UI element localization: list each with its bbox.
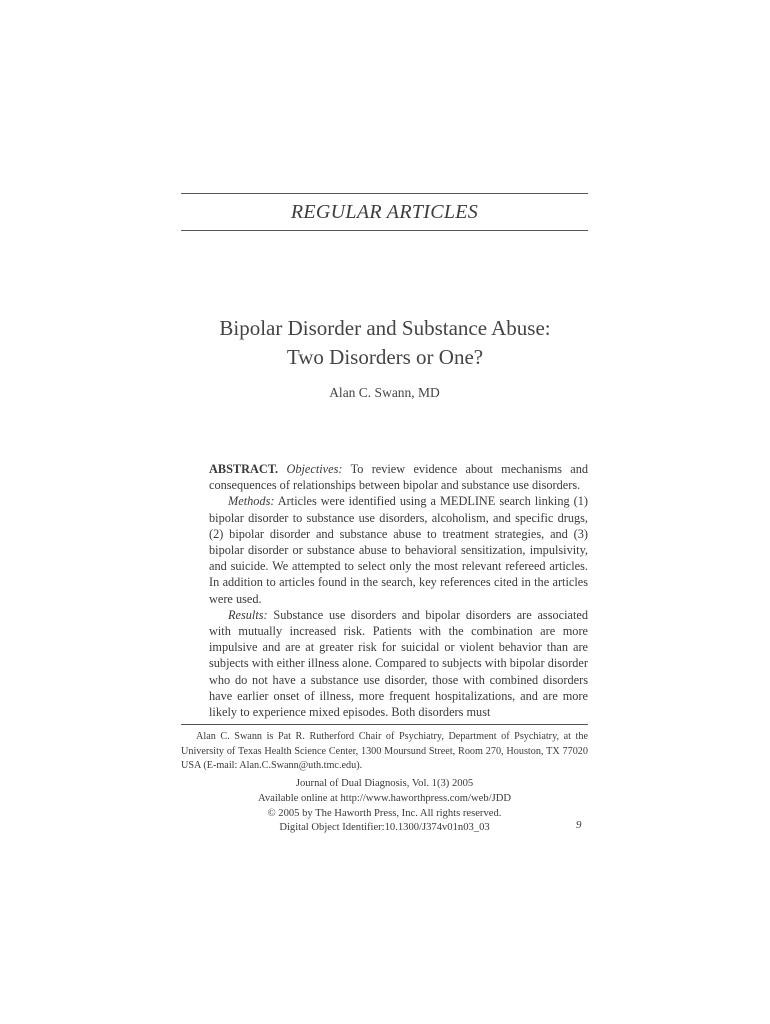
article-title-line-1: Bipolar Disorder and Substance Abuse: xyxy=(219,316,551,340)
journal-citation: Journal of Dual Diagnosis, Vol. 1(3) 2005 xyxy=(295,778,474,789)
abstract-lead: ABSTRACT. xyxy=(209,462,279,476)
methods-label: Methods: xyxy=(228,494,275,509)
author-name: Alan C. Swann, MD xyxy=(329,385,440,400)
results-text: Substance use disorders and bipolar disorders are associated with mutually increased risk. Patients with the combination are more impulsive and are at greater risk for suicidal or violent behavior than are subjects with either illness alone. Compared to subjects with bipolar disorder who do not have a substance use disorder, those with combined disorders have earlier onset of illness, more frequent hospitalizations, and are more likely to experience mixed episodes. Both disorders must xyxy=(209,607,588,720)
footnote-rule xyxy=(181,724,588,725)
section-heading: REGULAR ARTICLES xyxy=(290,201,479,223)
abstract-methods xyxy=(209,493,588,606)
objectives-label: Objectives: xyxy=(286,462,343,476)
article-title xyxy=(160,314,610,372)
abstract-results xyxy=(209,607,588,720)
results-label: Results: xyxy=(228,607,268,622)
top-rule xyxy=(181,193,588,194)
journal-info xyxy=(181,777,588,836)
abstract xyxy=(209,461,588,720)
abstract-objectives xyxy=(209,461,588,493)
methods-text: Articles were identified using a MEDLINE search linking (1) bipolar disorder to substance use disorders, alcoholism, and specific drugs, (2) bipolar disorder and substance abuse to treatment strategies, and (3) bipolar disorder or substance abuse to behavioral sensitization, impulsivity, and suicide. We attempted to select only the most relevant refereed articles. In addition to articles found in the search, key references cited in the articles were used. xyxy=(209,494,588,606)
journal-availability: Available online at http://www.haworthpress.com/web/JDD xyxy=(257,792,512,804)
article-title-line-2: Two Disorders or One? xyxy=(286,345,484,369)
heading-bottom-rule xyxy=(181,230,588,231)
objectives-text: To review evidence about mechanisms and consequences of relationships between bipolar and substance use disorders. xyxy=(209,462,588,493)
journal-doi: Digital Object Identifier:10.1300/J374v01n03_03 xyxy=(279,822,490,834)
page-number: 9 xyxy=(576,819,582,831)
author-affiliation-footnote: Alan C. Swann is Pat R. Rutherford Chair of Psychiatry, Department of Psychiatry, at the University of Texas Health Science Center, 1300 Moursund Street, Room 270, Houston, TX 77020 USA (E-mail: Alan.C.Swann@uth.tmc.edu). xyxy=(181,731,588,771)
journal-copyright: © 2005 by The Haworth Press, Inc. All rights reserved. xyxy=(267,807,502,819)
